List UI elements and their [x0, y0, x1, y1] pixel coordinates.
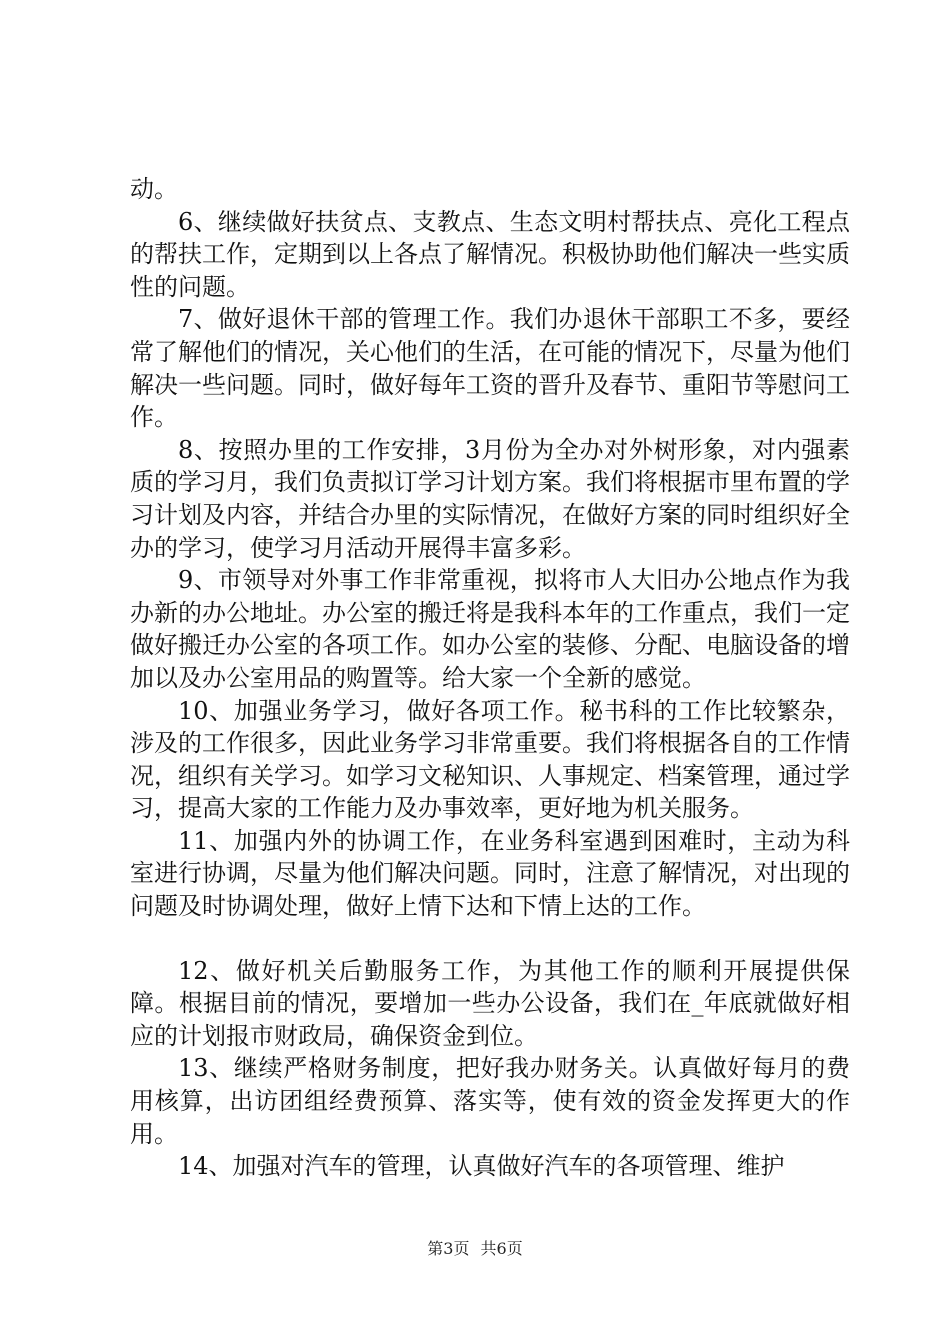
paragraph-item-14: 14、加强对汽车的管理，认真做好汽车的各项管理、维护	[178, 1152, 785, 1181]
page-total: 共6页	[480, 1239, 523, 1258]
paragraph-item-7: 7、做好退休干部的管理工作。我们办退休干部职工不多，要经常了解他们的情况，关心他们的生活，在可能的情况下，尽量为他们解决一些问题。同时，做好每年工资的晋升及春节、重阳节等慰问工作。	[130, 305, 850, 432]
paragraph-item-8: 8、按照办里的工作安排，3月份为全办对外树形象，对内强素质的学习月，我们负责拟订学习计划方案。我们将根据市里布置的学习计划及内容，并结合办里的实际情况，在做好方案的同时组织好全办的学习，使学习月活动开展得丰富多彩。	[130, 435, 850, 562]
paragraph-item-12: 12、做好机关后勤服务工作，为其他工作的顺利开展提供保障。根据目前的情况，要增加一些办公设备，我们在_年底就做好相应的计划报市财政局，确保资金到位。	[130, 956, 850, 1050]
paragraph-gap	[130, 923, 850, 955]
document-body	[130, 173, 850, 1183]
paragraph-item-11: 11、加强内外的协调工作，在业务科室遇到困难时，主动为科室进行协调，尽量为他们解决问题。同时，注意了解情况，对出现的问题及时协调处理，做好上情下达和下情上达的工作。	[130, 826, 850, 921]
paragraph-item-6: 6、继续做好扶贫点、支教点、生态文明村帮扶点、亮化工程点的帮扶工作，定期到以上各点了解情况。积极协助他们解决一些实质性的问题。	[130, 207, 850, 301]
paragraph-item-13: 13、继续严格财务制度，把好我办财务关。认真做好每月的费用核算，出访团组经费预算、落实等，使有效的资金发挥更大的作用。	[130, 1054, 850, 1148]
paragraph-item-9: 9、市领导对外事工作非常重视，拟将市人大旧办公地点作为我办新的办公地址。办公室的搬迁将是我科本年的工作重点，我们一定做好搬迁办公室的各项工作。如办公室的装修、分配、电脑设备的增加以及办公室用品的购置等。给大家一个全新的感觉。	[130, 566, 850, 692]
page-footer	[0, 1236, 950, 1259]
paragraph-continuation: 动。	[130, 175, 178, 203]
paragraph-item-10: 10、加强业务学习，做好各项工作。秘书科的工作比较繁杂，涉及的工作很多，因此业务学习非常重要。我们将根据各自的工作情况，组织有关学习。如学习文秘知识、人事规定、档案管理，通过学习，提高大家的工作能力及办事效率，更好地为机关服务。	[130, 696, 850, 823]
page-number: 第3页	[427, 1239, 470, 1258]
